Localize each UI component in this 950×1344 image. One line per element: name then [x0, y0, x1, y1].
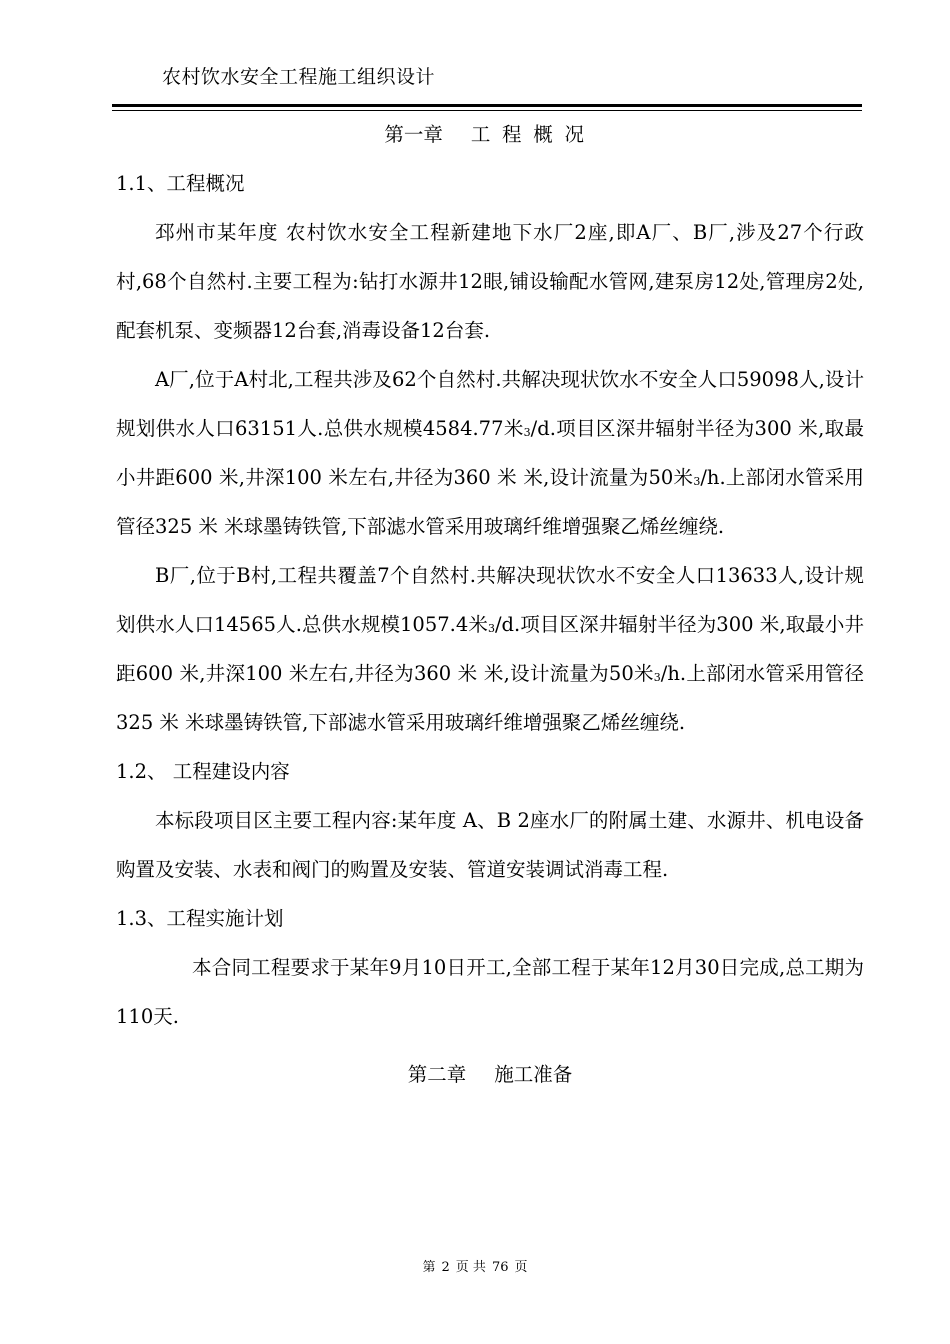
section-1-1-paragraph-plant-b: [116, 551, 864, 747]
plant-b-text-3: /h.上部闭水管采用管径325 米 米球墨铸铁管,下部滤水管采用玻璃纤维增强聚乙烯丝缠绕.: [116, 662, 864, 734]
chapter-2-number: 第二章: [407, 1063, 467, 1086]
plant-b-text-2: /d.项目区深井辐射半径为300 米,取最小井距600 米,井深100 米左右,井径为360 米 米,设计流量为50米: [116, 613, 864, 685]
chapter-1-number: 第一章: [384, 123, 443, 146]
running-header-title: 农村饮水安全工程施工组织设计: [162, 66, 436, 88]
plant-a-text-2: /d.项目区深井辐射半径为300 米,取最小井距600 米,井深100 米左右,井径为360 米 米,设计流量为50米: [116, 417, 864, 489]
plant-a-unit-cubed-1: 3: [523, 426, 531, 439]
footer-middle: 页 共: [455, 1260, 486, 1275]
plant-b-unit-cubed-2: 3: [653, 671, 661, 684]
footer-prefix: 第: [422, 1260, 436, 1275]
section-1-1-paragraph-plant-a: [116, 355, 864, 551]
footer-total-pages: 76: [491, 1260, 509, 1275]
plant-a-unit-cubed-2: 3: [693, 475, 701, 488]
header-rule-thick: [112, 104, 862, 107]
page-footer: [0, 1256, 950, 1275]
document-body: [116, 110, 864, 1099]
footer-page-number: 2: [441, 1260, 450, 1275]
section-1-3-paragraph-1: 本合同工程要求于某年9月10日开工,全部工程于某年12月30日完成,总工期为110天.: [116, 956, 864, 1028]
section-1-1-paragraph-1: 邳州市某年度 农村饮水安全工程新建地下水厂2座,即A厂、B厂,涉及27个行政村,68个自然村.主要工程为:钻打水源井12眼,铺设输配水管网,建泵房12处,管理房2处,配套机泵、变频器12台套,消毒设备12台套.: [116, 221, 864, 342]
section-1-2-heading: 1.2、 工程建设内容: [116, 760, 290, 783]
plant-b-text-1: B厂,位于B村,工程共覆盖7个自然村.共解决现状饮水不安全人口13633人,设计规划供水人口14565人.总供水规模1057.4米: [116, 564, 864, 636]
section-1-2-paragraph-1: 本标段项目区主要工程内容:某年度 A、B 2座水厂的附属土建、水源井、机电设备购置及安装、水表和阀门的购置及安装、管道安装调试消毒工程.: [116, 809, 864, 881]
chapter-2-title: 施工准备: [494, 1063, 573, 1086]
plant-a-text-1: A厂,位于A村北,工程共涉及62个自然村.共解决现状饮水不安全人口59098人,设计规划供水人口63151人.总供水规模4584.77米: [116, 368, 864, 440]
plant-b-unit-cubed-1: 3: [487, 622, 495, 635]
chapter-2-heading: [116, 1050, 864, 1099]
footer-suffix: 页: [514, 1260, 528, 1275]
chapter-1-title: 工程概况: [470, 123, 596, 146]
section-1-3-heading: 1.3、工程实施计划: [116, 907, 284, 930]
plant-a-text-3: /h.上部闭水管采用管径325 米 米球墨铸铁管,下部滤水管采用玻璃纤维增强聚乙烯丝缠绕.: [116, 466, 864, 538]
section-1-1-heading: 1.1、工程概况: [116, 172, 245, 195]
chapter-1-heading: [116, 110, 864, 159]
